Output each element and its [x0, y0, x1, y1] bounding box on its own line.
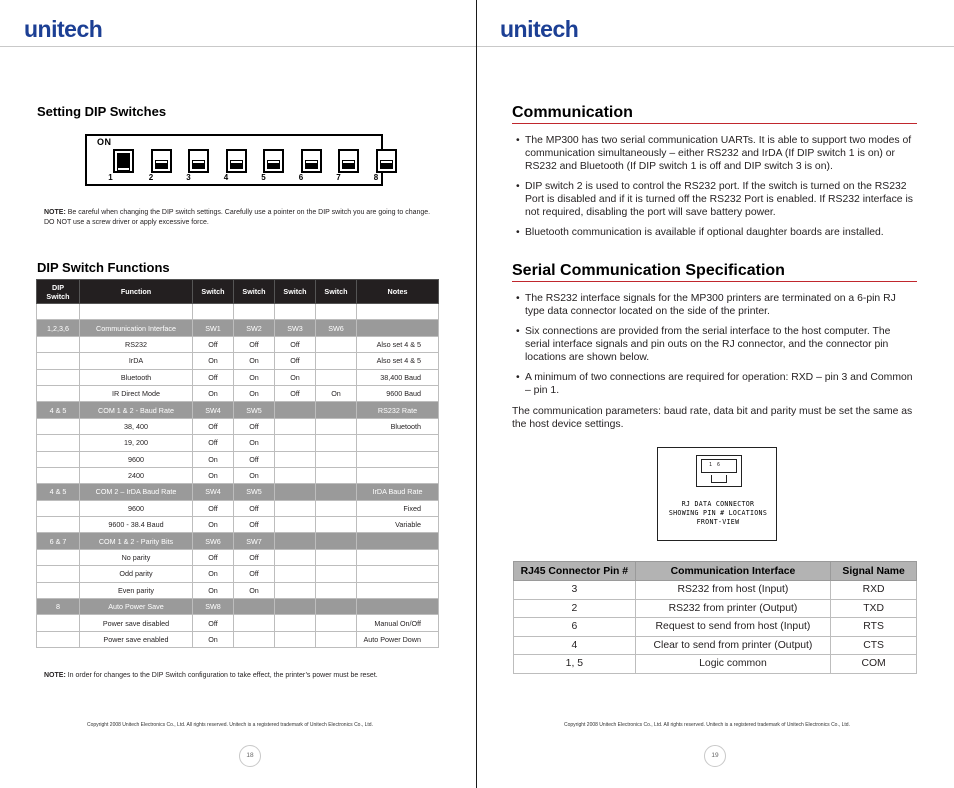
table-header-row	[514, 562, 917, 581]
table-cell: Even parity	[80, 582, 193, 598]
rj-jack-contacts	[701, 459, 737, 473]
table-cell	[316, 467, 357, 483]
header-switch: Switch	[316, 280, 357, 304]
rj45-pinout-table	[513, 561, 917, 674]
table-row	[37, 369, 439, 385]
table-cell: 38,400 Baud	[357, 369, 439, 385]
table-cell: No parity	[80, 549, 193, 565]
table-cell: Off	[234, 549, 275, 565]
dip-switch	[188, 149, 209, 173]
table-cell: 6 & 7	[37, 533, 80, 549]
table-cell	[275, 402, 316, 418]
table-cell	[316, 418, 357, 434]
dip-switch-number: 2	[148, 173, 154, 182]
rj-pin-labels: 1 6	[709, 462, 722, 468]
table-cell	[357, 599, 439, 615]
list-item: • A minimum of two connections are required for operation: RXD – pin 3 and Common – pin 1.	[512, 371, 917, 397]
table-cell	[37, 549, 80, 565]
connector-caption: SHOWING PIN # LOCATIONS	[668, 509, 768, 517]
table-cell: Bluetooth	[357, 418, 439, 434]
table-group-row	[37, 402, 439, 418]
table-cell	[357, 320, 439, 336]
header-function: Function	[80, 280, 193, 304]
table-cell	[275, 549, 316, 565]
list-item: • Bluetooth communication is available if optional daughter boards are installed.	[512, 226, 917, 239]
communication-bullets	[512, 134, 917, 246]
table-cell	[37, 631, 80, 647]
table-cell	[316, 533, 357, 549]
dip-switch	[376, 149, 397, 173]
dip-switch	[338, 149, 359, 173]
table-cell: 2	[514, 599, 636, 618]
table-cell: Clear to send from printer (Output)	[635, 636, 831, 655]
table-cell: On	[193, 385, 234, 401]
dip-switch-number: 8	[373, 173, 379, 182]
table-cell	[37, 435, 80, 451]
table-cell: TXD	[831, 599, 917, 618]
table-row	[37, 304, 439, 320]
table-cell: 4 & 5	[37, 402, 80, 418]
table-cell: On	[193, 517, 234, 533]
table-cell: COM 2 – IrDA Baud Rate	[80, 484, 193, 500]
dip-switch	[226, 149, 247, 173]
table-cell: On	[316, 385, 357, 401]
table-cell	[275, 500, 316, 516]
table-group-row	[37, 599, 439, 615]
table-cell: RTS	[831, 618, 917, 637]
rj-jack-latch	[711, 475, 727, 483]
dip-switch-knob	[342, 160, 355, 169]
header-pin: RJ45 Connector Pin #	[514, 562, 636, 581]
table-row	[37, 517, 439, 533]
table-cell: 1, 5	[514, 655, 636, 674]
table-cell	[316, 517, 357, 533]
table-cell: 8	[37, 599, 80, 615]
table-cell: Off	[234, 517, 275, 533]
table-cell	[37, 418, 80, 434]
header-switch: Switch	[234, 280, 275, 304]
dip-switch	[301, 149, 322, 173]
table-cell: Off	[234, 336, 275, 352]
table-cell: 9600	[80, 451, 193, 467]
table-row	[37, 435, 439, 451]
table-cell: RXD	[831, 581, 917, 600]
list-item: • The MP300 has two serial communication UARTs. It is able to support two modes of communication simultaneously – either RS232 and IrDA (If DIP switch 1 is on) or RS232 and Bluetooth (If DIP switch 1 is off and DIP switch 3 is on).	[512, 134, 917, 173]
table-cell: Off	[193, 435, 234, 451]
table-cell: On	[234, 467, 275, 483]
table-cell	[316, 435, 357, 451]
table-cell: On	[275, 369, 316, 385]
table-cell	[275, 304, 316, 320]
communication-params-text: The communication parameters: baud rate, data bit and parity must be set the same as the host device settings.	[512, 406, 913, 430]
copyright-text: Copyright 2008 Unitech Electronics Co., Ltd. All rights reserved. Unitech is a registered trademark of Unitech Electronics Co., Ltd.	[564, 722, 850, 728]
table-cell: On	[193, 582, 234, 598]
table-cell: Communication Interface	[80, 320, 193, 336]
list-item: • The RS232 interface signals for the MP300 printers are terminated on a 6-pin RJ type data connector located on the side of the printer.	[512, 292, 917, 318]
table-cell	[275, 582, 316, 598]
table-cell: SW6	[316, 320, 357, 336]
table-cell	[37, 385, 80, 401]
table-row	[514, 581, 917, 600]
table-cell	[37, 582, 80, 598]
dip-on-label: ON	[97, 137, 112, 147]
connector-caption: RJ DATA CONNECTOR	[681, 500, 755, 508]
table-row	[37, 549, 439, 565]
header-interface: Communication Interface	[635, 562, 831, 581]
table-cell: 38, 400	[80, 418, 193, 434]
table-cell	[275, 435, 316, 451]
table-cell: IrDA Baud Rate	[357, 484, 439, 500]
table-row	[37, 336, 439, 352]
unitech-logo: unitech	[500, 16, 579, 42]
table-cell: On	[234, 435, 275, 451]
table-cell	[37, 500, 80, 516]
table-cell: Auto Power Down	[357, 631, 439, 647]
table-cell	[275, 599, 316, 615]
table-cell: SW7	[234, 533, 275, 549]
table-cell: RS232 from host (Input)	[635, 581, 831, 600]
table-cell: Off	[234, 418, 275, 434]
table-cell: COM 1 & 2 - Baud Rate	[80, 402, 193, 418]
table-row	[37, 385, 439, 401]
table-cell: 4 & 5	[37, 484, 80, 500]
table-cell: Off	[193, 369, 234, 385]
table-cell: COM 1 & 2 - Parity Bits	[80, 533, 193, 549]
table-cell	[275, 467, 316, 483]
right-page	[477, 0, 954, 788]
section-title-communication: Communication	[512, 104, 633, 121]
table-cell: On	[193, 353, 234, 369]
dip-switch-illustration	[85, 134, 383, 186]
table-cell: Off	[275, 336, 316, 352]
table-row	[514, 655, 917, 674]
dip-switch-number: 4	[223, 173, 229, 182]
table-cell: IR Direct Mode	[80, 385, 193, 401]
table-cell	[37, 336, 80, 352]
title-underline	[512, 281, 917, 282]
table-row	[37, 566, 439, 582]
section-title-serial-spec: Serial Communication Specification	[512, 262, 785, 279]
table-cell	[37, 467, 80, 483]
copyright-text: Copyright 2008 Unitech Electronics Co., Ltd. All rights reserved. Unitech is a registered trademark of Unitech Electronics Co., Ltd.	[87, 722, 373, 728]
header-switch: Switch	[193, 280, 234, 304]
table-cell: On	[193, 566, 234, 582]
table-cell	[37, 353, 80, 369]
dip-switch-knob	[305, 160, 318, 169]
table-group-row	[37, 320, 439, 336]
table-cell	[316, 566, 357, 582]
table-cell	[357, 304, 439, 320]
dip-switch	[113, 149, 134, 173]
connector-caption: FRONT-VIEW	[696, 518, 740, 526]
table-row	[514, 599, 917, 618]
table-cell: 19, 200	[80, 435, 193, 451]
serial-bullets	[512, 292, 917, 404]
table-cell: 3	[514, 581, 636, 600]
table-cell	[316, 353, 357, 369]
table-cell: RS232 Rate	[357, 402, 439, 418]
table-cell: On	[234, 369, 275, 385]
table-cell: SW2	[234, 320, 275, 336]
table-row	[37, 467, 439, 483]
page-number: 18	[239, 745, 261, 767]
table-cell: Off	[193, 336, 234, 352]
note-text: Be careful when changing the DIP switch settings. Carefully use a pointer on the DIP switch you are going to change. DO NOT use a screw driver or apply excessive force.	[44, 209, 431, 226]
table-cell	[316, 402, 357, 418]
table-cell: On	[234, 353, 275, 369]
dip-switch	[151, 149, 172, 173]
table-cell	[234, 615, 275, 631]
table-cell: Power save disabled	[80, 615, 193, 631]
page-number: 19	[704, 745, 726, 767]
table-cell	[37, 451, 80, 467]
table-cell: COM	[831, 655, 917, 674]
table-cell: Odd parity	[80, 566, 193, 582]
table-cell	[234, 631, 275, 647]
section-title-setting-dip: Setting DIP Switches	[37, 104, 167, 119]
dip-switch-number: 7	[336, 173, 341, 182]
dip-switch-number: 1	[108, 173, 113, 182]
table-cell: 4	[514, 636, 636, 655]
rj-connector-figure	[657, 447, 777, 541]
table-cell: 1,2,3,6	[37, 320, 80, 336]
table-cell: Also set 4 & 5	[357, 336, 439, 352]
table-cell	[316, 582, 357, 598]
table-cell: SW5	[234, 484, 275, 500]
table-cell	[37, 615, 80, 631]
table-cell: Off	[193, 549, 234, 565]
table-cell	[357, 549, 439, 565]
table-cell	[316, 369, 357, 385]
table-cell: 6	[514, 618, 636, 637]
table-cell: Off	[275, 385, 316, 401]
table-cell: RS232	[80, 336, 193, 352]
dip-switch-knob	[117, 153, 130, 171]
dip-switch-knob	[192, 160, 205, 169]
header-dip-switch: DIP Switch	[37, 280, 80, 304]
table-cell: Auto Power Save	[80, 599, 193, 615]
table-cell	[357, 435, 439, 451]
table-cell: Off	[193, 500, 234, 516]
table-cell	[357, 566, 439, 582]
table-cell	[316, 484, 357, 500]
table-cell: Off	[234, 451, 275, 467]
table-cell: Request to send from host (Input)	[635, 618, 831, 637]
table-cell	[357, 533, 439, 549]
table-cell: 2400	[80, 467, 193, 483]
table-cell: Bluetooth	[80, 369, 193, 385]
table-cell	[357, 451, 439, 467]
table-cell: On	[234, 385, 275, 401]
table-cell	[316, 631, 357, 647]
table-cell: Off	[193, 418, 234, 434]
table-cell: On	[193, 451, 234, 467]
table-cell	[316, 451, 357, 467]
note-label: NOTE:	[44, 672, 66, 679]
table-cell	[357, 467, 439, 483]
table-cell	[316, 304, 357, 320]
table-cell: SW1	[193, 320, 234, 336]
dip-switch-number: 5	[261, 173, 266, 182]
table-cell: Logic common	[635, 655, 831, 674]
table-cell	[275, 631, 316, 647]
table-cell	[316, 599, 357, 615]
dip-functions-table	[36, 279, 439, 648]
table-cell: Also set 4 & 5	[357, 353, 439, 369]
dip-switch-knob	[267, 160, 280, 169]
dip-switch-number: 3	[186, 173, 191, 182]
table-cell: RS232 from printer (Output)	[635, 599, 831, 618]
dip-switch-knob	[380, 160, 393, 169]
header-switch: Switch	[275, 280, 316, 304]
table-cell	[37, 304, 80, 320]
unitech-logo: unitech	[24, 16, 103, 42]
table-cell: On	[234, 582, 275, 598]
table-cell	[275, 517, 316, 533]
note-label: NOTE:	[44, 209, 66, 216]
table-cell	[37, 566, 80, 582]
power-reset-note	[44, 671, 444, 681]
table-cell	[234, 599, 275, 615]
table-cell	[37, 369, 80, 385]
table-cell	[37, 517, 80, 533]
list-item: • DIP switch 2 is used to control the RS232 port. If the switch is turned on the RS232 Port is disabled and if it is turned off the RS232 Port is enabled. If RS232 interface is not required, disabling the port will save battery power.	[512, 180, 917, 219]
rj-jack-diagram	[696, 455, 742, 487]
table-row	[37, 418, 439, 434]
table-cell	[275, 615, 316, 631]
table-cell: CTS	[831, 636, 917, 655]
table-cell: 9600	[80, 500, 193, 516]
table-cell: Off	[234, 500, 275, 516]
table-cell: Power save enabled	[80, 631, 193, 647]
header-notes: Notes	[357, 280, 439, 304]
header-signal: Signal Name	[831, 562, 917, 581]
table-row	[37, 353, 439, 369]
table-cell	[275, 418, 316, 434]
table-cell	[275, 484, 316, 500]
table-group-row	[37, 484, 439, 500]
table-cell: 9600 Baud	[357, 385, 439, 401]
dip-caution-note	[44, 208, 434, 228]
table-cell	[193, 304, 234, 320]
section-title-dip-functions: DIP Switch Functions	[37, 260, 170, 275]
table-cell: SW6	[193, 533, 234, 549]
title-underline	[512, 123, 917, 124]
dip-switch-number: 6	[298, 173, 304, 182]
table-row	[37, 582, 439, 598]
table-cell: SW4	[193, 484, 234, 500]
list-item: • Six connections are provided from the serial interface to the host computer. The serial interface signals and pin outs on the RJ connector, and the connector pin locations are shown below.	[512, 325, 917, 364]
table-cell: Off	[193, 615, 234, 631]
table-cell: SW8	[193, 599, 234, 615]
table-header-row	[37, 280, 439, 304]
table-cell: SW3	[275, 320, 316, 336]
table-cell: On	[193, 631, 234, 647]
table-row	[514, 618, 917, 637]
note-text: In order for changes to the DIP Switch configuration to take effect, the printer’s power must be reset.	[65, 672, 378, 679]
table-cell	[275, 533, 316, 549]
table-row	[37, 615, 439, 631]
table-cell	[80, 304, 193, 320]
table-cell	[234, 304, 275, 320]
table-row	[37, 451, 439, 467]
table-cell	[275, 451, 316, 467]
header-rule	[0, 46, 476, 47]
dip-switch-knob	[230, 160, 243, 169]
table-cell	[357, 582, 439, 598]
table-cell: Off	[275, 353, 316, 369]
table-cell	[316, 615, 357, 631]
table-row	[37, 500, 439, 516]
header-rule	[477, 46, 954, 47]
table-row	[37, 631, 439, 647]
table-cell: Variable	[357, 517, 439, 533]
table-cell: Manual On/Off	[357, 615, 439, 631]
table-cell	[316, 336, 357, 352]
table-cell: 9600 - 38.4 Baud	[80, 517, 193, 533]
table-cell: SW4	[193, 402, 234, 418]
table-cell: IrDA	[80, 353, 193, 369]
table-cell	[275, 566, 316, 582]
table-cell: SW5	[234, 402, 275, 418]
table-cell	[316, 549, 357, 565]
dip-switch-knob	[155, 160, 168, 169]
table-cell: On	[193, 467, 234, 483]
table-cell	[316, 500, 357, 516]
table-cell: Fixed	[357, 500, 439, 516]
dip-switch	[263, 149, 284, 173]
table-row	[514, 636, 917, 655]
table-cell: Off	[234, 566, 275, 582]
table-group-row	[37, 533, 439, 549]
